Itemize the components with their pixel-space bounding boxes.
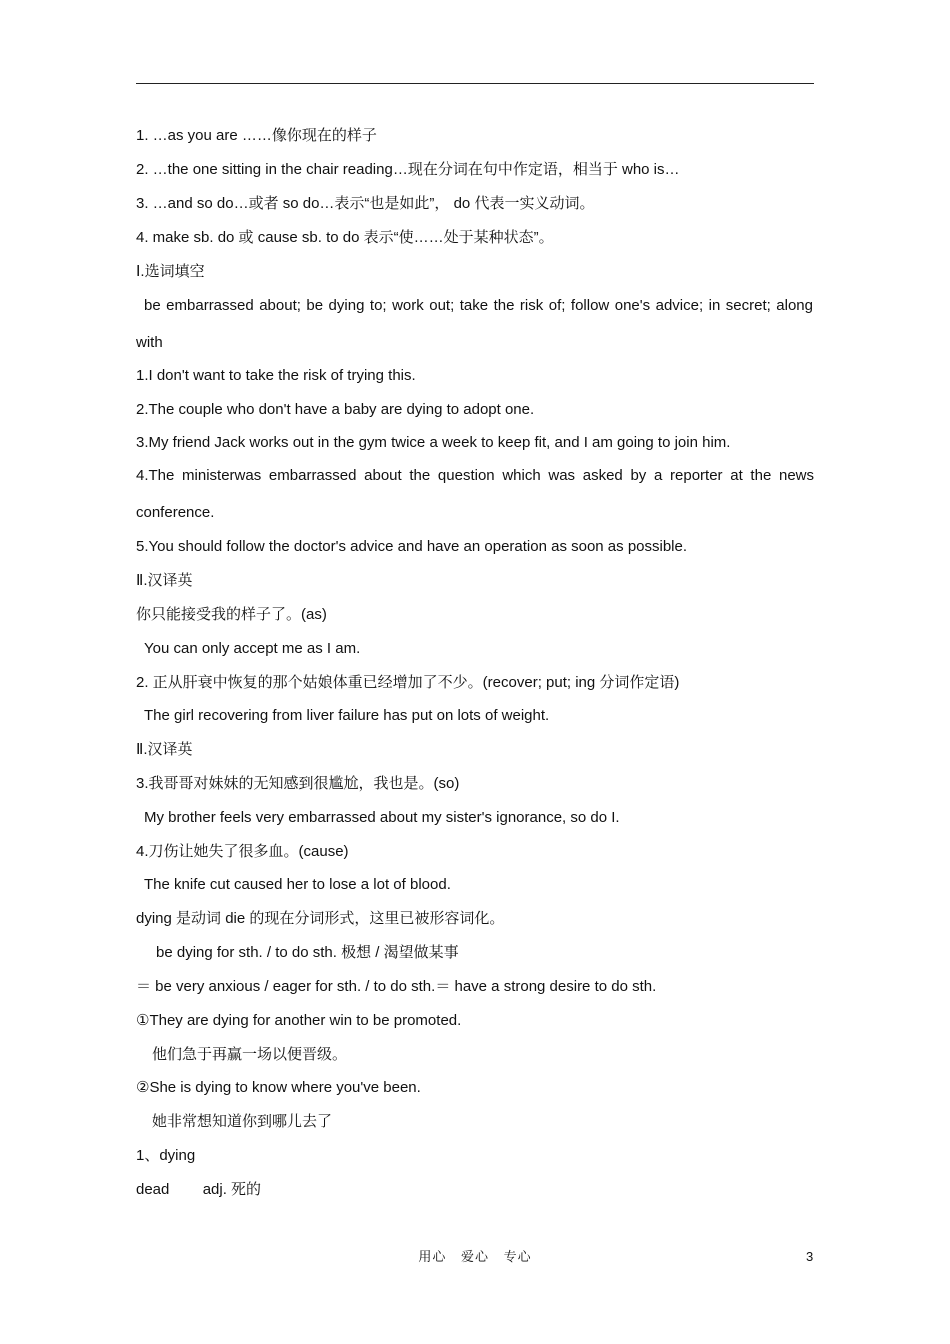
page-number: 3 <box>806 1249 814 1264</box>
translation-answer-4: The knife cut caused her to lose a lot of blood. <box>144 876 451 893</box>
exercise-sentence-2: 2.The couple who don't have a baby are dying to adopt one. <box>136 401 535 418</box>
translation-prompt-2: 2. 正从肝衰中恢复的那个姑娘体重已经增加了不少。(recover; put; ing 分词作定语) <box>136 674 680 691</box>
exercise-sentence-5: 5.You should follow the doctor's advice and have an operation as soon as possible. <box>136 538 688 555</box>
footer-slogan: 用心 爱心 专心 <box>418 1249 532 1264</box>
exercise-sentence-4: 4.The ministerwas embarrassed about the question which was asked by a reporter at the news <box>136 467 814 484</box>
translation-prompt-1: 你只能接受我的样子了。(as) <box>136 606 327 623</box>
section-heading-translation: Ⅱ.汉译英 <box>136 572 193 589</box>
vocab-phrase: be dying for sth. / to do sth. 极想 / 渴望做某事 <box>156 944 459 961</box>
exercise-sentence-3: 3.My friend Jack works out in the gym twice a week to keep fit, and I am going to join him. <box>136 434 731 451</box>
vocab-equivalent: ＝ be very anxious / eager for sth. / to do sth.＝ have a strong desire to do sth. <box>136 978 657 995</box>
note-line-1: 1. …as you are ……像你现在的样子 <box>136 127 377 144</box>
comparison-dead: dead adj. 死的 <box>136 1181 262 1198</box>
note-line-2: 2. …the one sitting in the chair reading…现在分词在句中作定语，相当于 who is… <box>136 161 680 178</box>
example-2-zh: 她非常想知道你到哪儿去了 <box>152 1113 333 1130</box>
example-1-en: ①They are dying for another win to be promoted. <box>136 1012 462 1029</box>
section-heading-translation-2: Ⅱ.汉译英 <box>136 741 193 758</box>
word-bank-line-cont: with <box>136 334 163 351</box>
example-1-zh: 他们急于再赢一场以便晋级。 <box>152 1046 348 1063</box>
header-rule <box>136 83 814 84</box>
translation-prompt-4: 4.刀伤让她失了很多血。(cause) <box>136 843 349 860</box>
section-heading-fill-blank: Ⅰ.选词填空 <box>136 263 205 280</box>
translation-prompt-3: 3.我哥哥对妹妹的无知感到很尴尬，我也是。(so) <box>136 775 460 792</box>
vocab-note-dying: dying 是动词 die 的现在分词形式，这里已被形容词化。 <box>136 910 505 927</box>
translation-answer-2: The girl recovering from liver failure has put on lots of weight. <box>144 707 550 724</box>
translation-answer-1: You can only accept me as I am. <box>144 640 361 657</box>
translation-answer-3: My brother feels very embarrassed about my sister's ignorance, so do I. <box>144 809 620 826</box>
example-2-en: ②She is dying to know where you've been. <box>136 1079 421 1096</box>
exercise-sentence-4-cont: conference. <box>136 504 215 521</box>
note-line-3: 3. …and so do…或者 so do…表示“也是如此”， do 代表一实义动词。 <box>136 195 595 212</box>
note-line-4: 4. make sb. do 或 cause sb. to do 表示“使……处于某种状态”。 <box>136 229 554 246</box>
comparison-item-1: 1、dying <box>136 1147 196 1164</box>
exercise-sentence-1: 1.I don't want to take the risk of trying this. <box>136 367 416 384</box>
word-bank-line: be embarrassed about; be dying to; work out; take the risk of; follow one's advice; in secret; along <box>144 297 813 314</box>
